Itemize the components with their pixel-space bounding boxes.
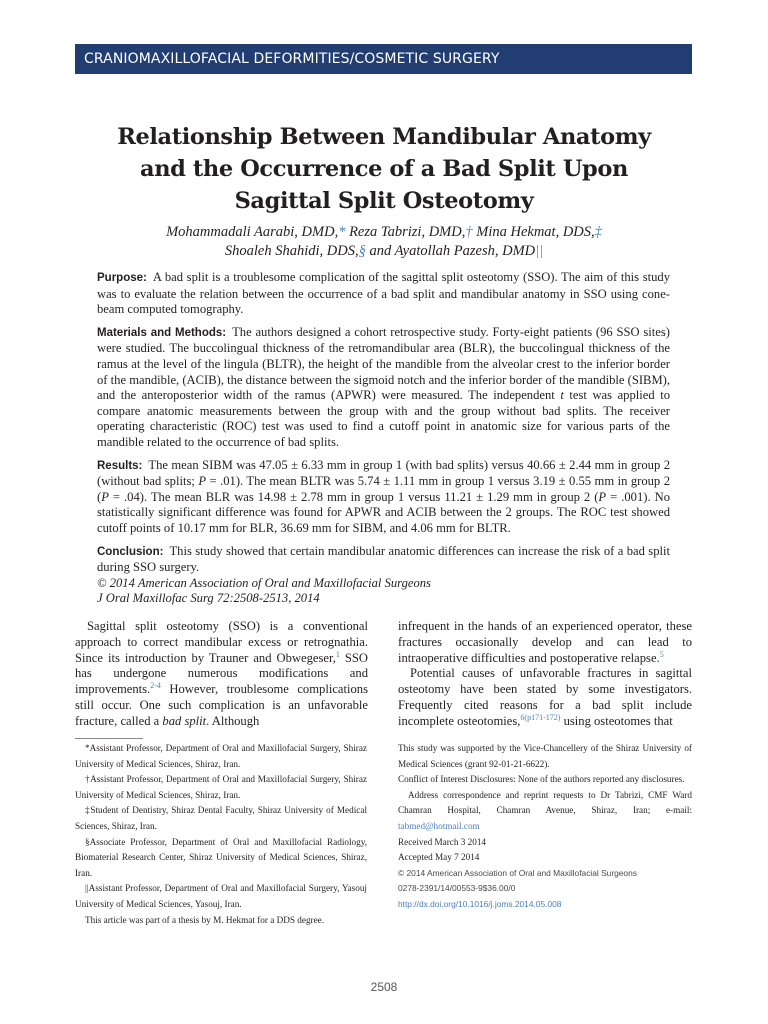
purpose-label: Purpose: [97,272,147,284]
purpose-text: A bad split is a troublesome complication of the sagittal split osteotomy (SSO). The aim of this study was to evaluate the relation between the occurrence of a bad split and mandibular anatomy in SSO using cone-beam computed tomography. [97,270,670,317]
abstract-copyright: © 2014 American Association of Oral and Maxillofacial Surgeons [97,575,431,590]
footnote: ‡Student of Dentistry, Shiraz Dental Faculty, Shiraz University of Medical Sciences, Shiraz, Iran. [75,805,367,831]
abstract-conclusion [97,544,670,576]
body-text: Potential causes of unfavorable fractures in sagittal osteotomy have been stated by some investigators. Frequently cited reasons for a bad split include incomplete osteotomies, [398,666,692,728]
abstract-purpose [97,270,670,318]
author-name: Reza Tabrizi, DMD, [345,224,466,240]
body-paragraph [398,619,692,666]
journal-citation: J Oral Maxillofac Surg 72:2508-2513, 2014 [97,591,320,606]
article-title [70,121,698,217]
email-link[interactable]: tabmed@hotmail.com [398,820,480,831]
conclusion-label: Conclusion: [97,545,164,558]
footnotes-right [398,741,692,913]
author-line [70,242,698,261]
affiliation-mark[interactable]: ‡ [594,224,602,240]
abstract-methods [97,325,670,451]
footnote-divider [75,738,143,739]
results-text: P [198,474,207,489]
title-line: and the Occurrence of a Bad Split Upon [140,156,628,182]
results-text: P [598,489,607,504]
accepted-date: Accepted May 7 2014 [398,852,480,863]
author-name: Mohammadali Aarabi, DMD, [166,224,339,240]
abstract-results [97,458,670,537]
footnote: ||Assistant Professor, Department of Oral and Maxillofacial Surgery, Yasouj University of Medical Sciences, Yasouj, Iran. [75,883,367,909]
issn: 0278-2391/14/00553-9$36.00/0 [398,883,516,894]
footnote: *Assistant Professor, Department of Oral and Maxillofacial Surgery, Shiraz University of Medical Sciences, Shiraz, Iran. [75,743,367,769]
body-paragraph [75,619,368,730]
author-name: and Ayatollah Pazesh, DMD [365,243,536,259]
title-line: Sagittal Split Osteotomy [234,188,534,214]
section-banner: CRANIOMAXILLOFACIAL DEFORMITIES/COSMETIC SURGERY [75,44,692,74]
footnotes-left [75,741,367,928]
body-text: However, troublesome complications still occur. One such complication is an unfavorable fracture, called a [75,682,368,728]
author-line [70,223,698,242]
affiliation-mark[interactable]: † [465,224,473,240]
abstract [97,270,670,607]
reference-link[interactable]: 6(p171-172) [520,712,561,722]
affiliation-mark[interactable]: § [358,243,366,259]
body-text: bad split [162,713,207,728]
reference-link[interactable]: 1 [335,649,340,659]
results-text: The mean SIBM was 47.05 ± 6.33 mm in group 1 (with bad splits) versus 40.66 ± 2.44 mm in group 2 (without bad splits; [97,457,670,489]
results-text: P [101,489,109,504]
footer-copyright: © 2014 American Association of Oral and Maxillofacial Surgeons [398,867,637,878]
body-text: SSO has undergone numerous modifications and improvements. [75,650,368,697]
affiliation-mark[interactable]: || [535,243,544,259]
methods-label: Materials and Methods: [97,326,227,339]
body-text: infrequent in the hands of an experienced operator, these fractures occasionally develop and can lead to intraoperative difficulties and postoperative relapse. [398,619,692,665]
body-text: Sagittal split osteotomy (SSO) is a conventional approach to correct mandibular excess or retrognathia. Since its introduction by Trauner and Obwegeser, [75,619,368,665]
results-text: = .04). The mean BLR was 14.98 ± 2.78 mm in group 1 versus 11.21 ± 1.29 mm in group 2 ( [108,489,599,504]
body-text: using osteotomes that [560,713,673,728]
received-date: Received March 3 2014 [398,836,487,847]
correspondence-address: Address correspondence and reprint requests to Dr Tabrizi, CMF Ward Chamran Hospital, Chamran Avenue, Shiraz, Iran; e-mail: [398,789,692,816]
body-paragraph [398,666,692,729]
correspondence-note [398,788,692,835]
author-list [70,223,698,261]
reference-link[interactable]: 5 [659,649,664,659]
affiliation-mark[interactable]: * [338,224,346,240]
results-text: = .01). The mean BLTR was 5.74 ± 1.11 mm in group 1 versus 3.19 ± 0.55 mm in group 2 ( [97,474,670,504]
results-label: Results: [97,459,143,472]
page-number: 2508 [370,980,398,994]
body-text: . Although [206,713,260,728]
funding-note: This study was supported by the Vice-Chancellery of the Shiraz University of Medical Sciences (grant 92-01-21-6622). [398,743,692,769]
conclusion-text: This study showed that certain mandibular anatomic differences can increase the risk of a bad split during SSO surgery. [97,543,670,575]
results-text: = .001). No statistically significant difference was found for APWR and ACIB between the 2 groups. The ROC test showed cutoff points of 10.17 mm for BLR, 36.69 mm for SIBM, and 4.06 mm for BLTR. [97,489,671,535]
methods-text: t [560,388,564,403]
doi-link[interactable]: http://dx.doi.org/10.1016/j.joms.2014.05.008 [398,898,562,909]
author-name: Mina Hekmat, DDS, [472,224,595,240]
body-column-right [398,619,692,730]
title-line: Relationship Between Mandibular Anatomy [117,124,651,150]
footnote: †Assistant Professor, Department of Oral and Maxillofacial Surgery, Shiraz University of Medical Sciences, Shiraz, Iran. [75,774,367,800]
methods-text: The authors designed a cohort retrospective study. Forty-eight patients (96 SSO sites) were studied. The buccolingual thickness of the retromandibular area (BLR), the buccolingual thickness of the ramus at the level of the lingula (BLTR), the height of the mandible from the alveolar crest to the inferior border of the mandible, (ACIB), the distance between the sigmoid notch and the inferior border of the mandible (SIBM), and the anteroposterior width of the ramus (APWR) were measured. The independent [97,324,670,403]
reference-link[interactable]: 2-4 [150,681,161,690]
conflict-note: Conflict of Interest Disclosures: None of the authors reported any disclosures. [398,774,685,785]
footnote: This article was part of a thesis by M. Hekmat for a DDS degree. [85,914,325,925]
footnote: §Associate Professor, Department of Oral and Maxillofacial Radiology, Biomaterial Research Center, Shiraz University of Medical Sciences, Shiraz, Iran. [75,836,367,878]
methods-text: test was applied to compare anatomic measurements between the group with and the group without bad splits. The receiver operating characteristic (ROC) test was used to find a cutoff point in anatomic size for various parts of the mandible related to the occurrence of bad splits. [97,388,670,449]
author-name: Shoaleh Shahidi, DDS, [224,243,359,259]
body-column-left [75,619,368,730]
